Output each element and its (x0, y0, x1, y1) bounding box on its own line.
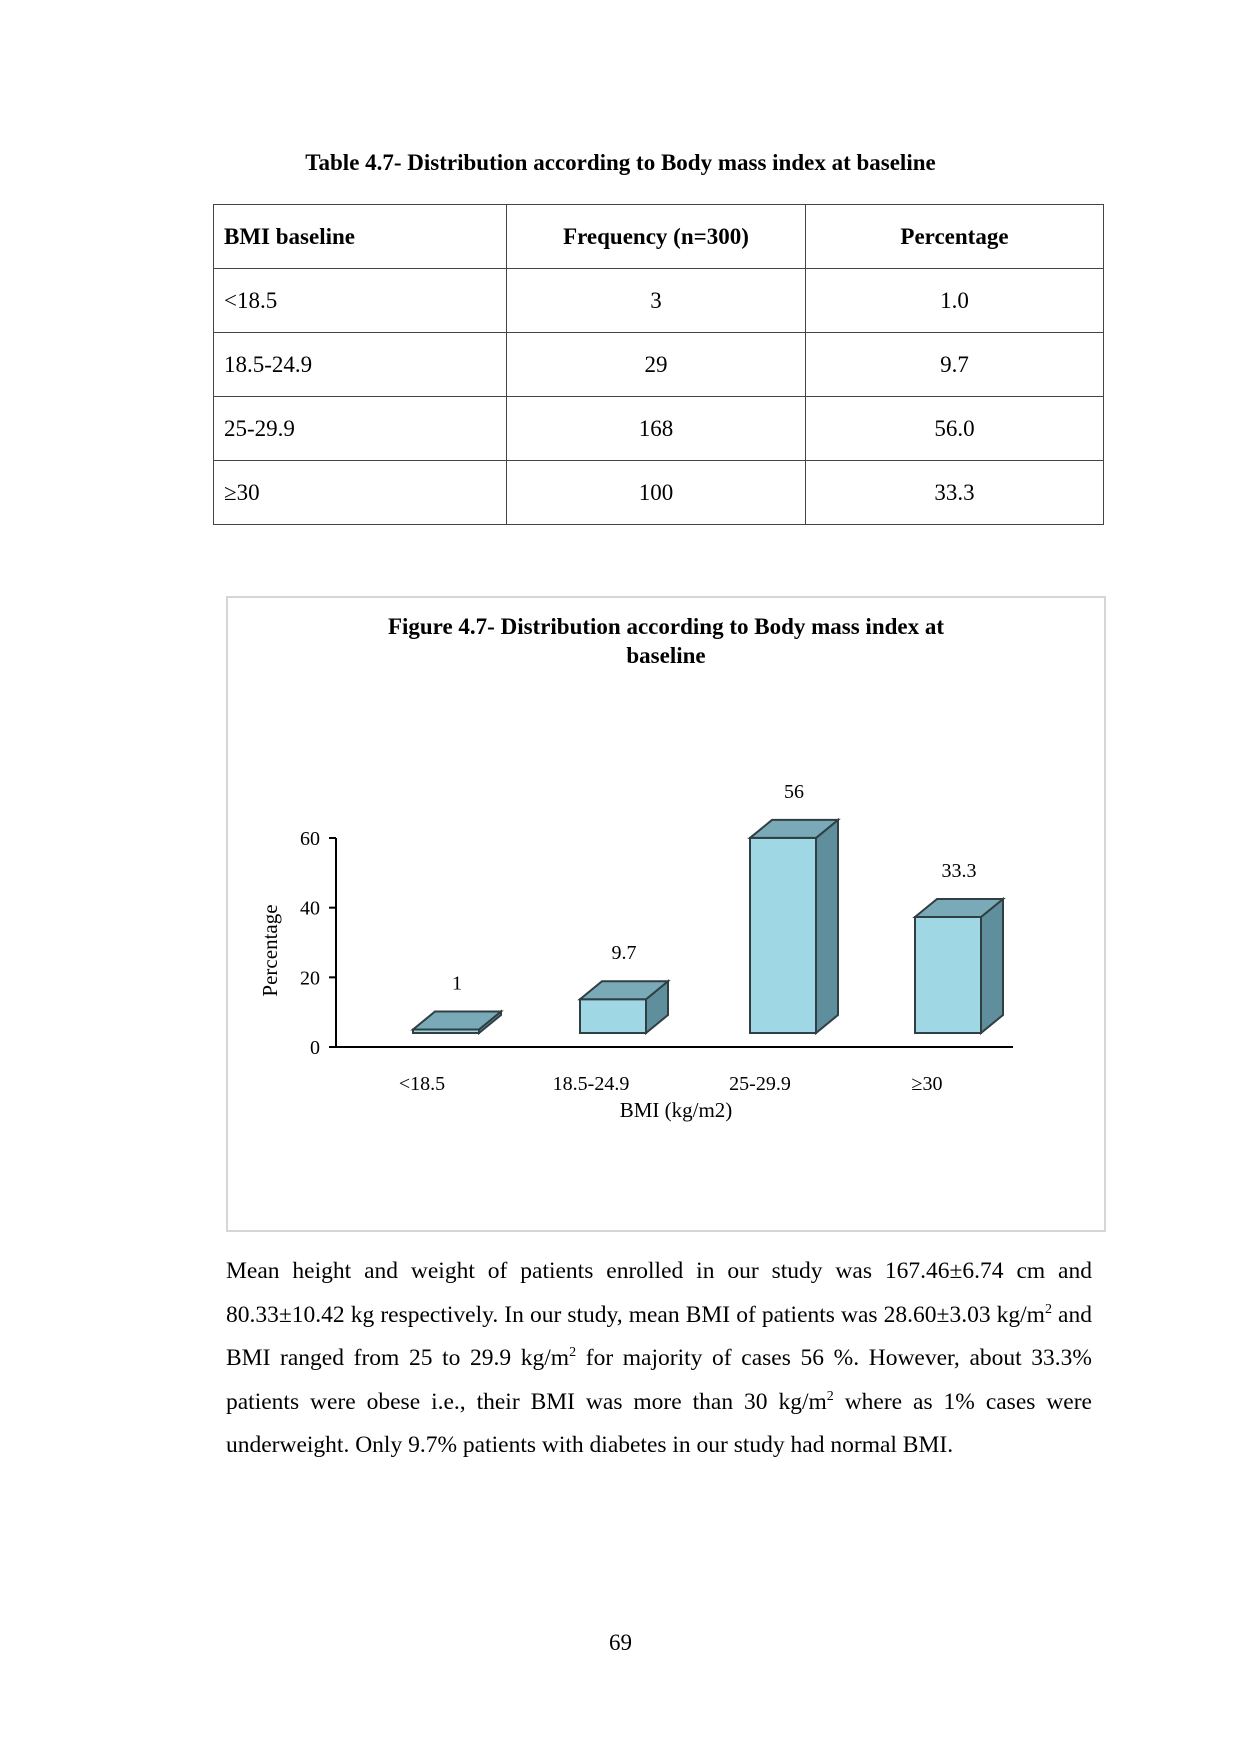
bar-front (750, 838, 816, 1033)
y-tick-label: 60 (300, 828, 320, 850)
y-tick-label: 20 (300, 967, 320, 990)
table-cell: 18.5-24.9 (214, 333, 507, 397)
table-header-cell: BMI baseline (214, 205, 507, 269)
data-label: 1 (452, 972, 462, 995)
data-label: 56 (784, 780, 804, 803)
superscript: 2 (826, 1388, 834, 1404)
bar-front (915, 917, 981, 1033)
x-tick-label: ≥30 (911, 1073, 943, 1095)
bar-front (580, 999, 646, 1033)
table-cell: 25-29.9 (214, 397, 507, 461)
table-cell: ≥30 (214, 461, 507, 525)
body-paragraph (226, 1250, 1092, 1468)
paragraph-text: where as 1% cases were underweight. Only 9.7% patients with diabetes in our study had normal BMI. (226, 1388, 1092, 1458)
x-axis-label: BMI (kg/m2) (619, 1098, 733, 1122)
table-cell: 33.3 (806, 461, 1104, 525)
table-cell: 9.7 (806, 333, 1104, 397)
table-cell: 29 (507, 333, 806, 397)
x-tick-label: 25-29.9 (729, 1073, 791, 1095)
superscript: 2 (569, 1345, 577, 1361)
table-cell: 56.0 (806, 397, 1104, 461)
figure-title-line: baseline (626, 643, 706, 668)
superscript: 2 (1044, 1301, 1052, 1317)
paragraph-text: and BMI ranged from 25 to 29.9 kg/m (226, 1301, 1092, 1371)
paragraph-text: for majority of cases 56 %. However, about 33.3% patients were obese i.e., their BMI was more than 30 kg/m (226, 1345, 1092, 1415)
y-axis-label: Percentage (258, 904, 282, 997)
table-cell: 3 (507, 269, 806, 333)
x-tick-label: 18.5-24.9 (552, 1073, 630, 1095)
table-header-cell: Frequency (n=300) (507, 205, 806, 269)
x-tick-label: <18.5 (398, 1073, 446, 1095)
table-header-cell: Percentage (806, 205, 1104, 269)
data-label: 33.3 (941, 860, 977, 883)
table-cell: 168 (507, 397, 806, 461)
figure-title-line: Figure 4.7- Distribution according to Body mass index at (387, 614, 945, 639)
bar-side (816, 820, 838, 1033)
bar-side (981, 899, 1003, 1033)
data-label: 9.7 (611, 942, 637, 965)
page-number: 69 (609, 1630, 632, 1655)
y-tick-label: 40 (300, 897, 320, 920)
table-title: Table 4.7- Distribution according to Body mass index at baseline (305, 150, 936, 175)
table-cell: <18.5 (214, 269, 507, 333)
y-tick-label: 0 (310, 1037, 320, 1059)
paragraph-text: Mean height and weight of patients enrolled in our study was 167.46±6.74 cm and 80.33±10.42 kg respectively. In our study, mean BMI of patients was 28.60±3.03 kg/m (226, 1258, 1092, 1328)
table-cell: 100 (507, 461, 806, 525)
table-cell: 1.0 (806, 269, 1104, 333)
